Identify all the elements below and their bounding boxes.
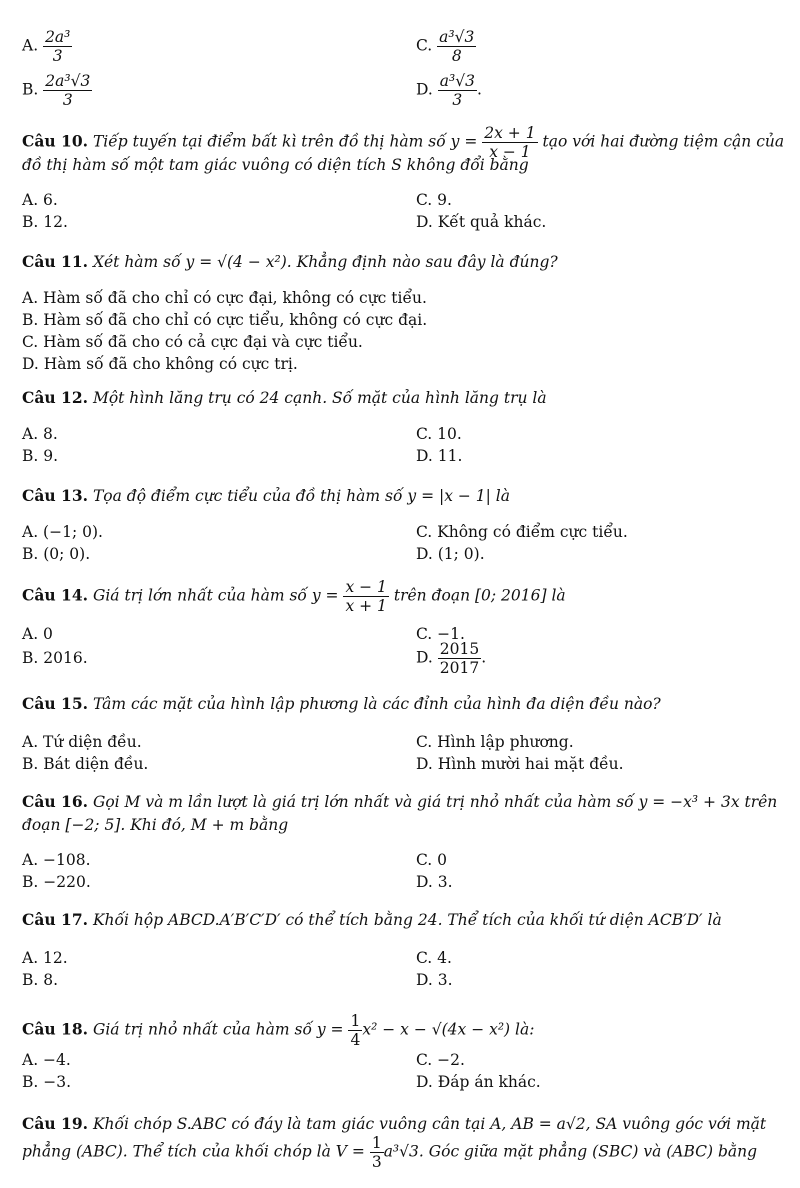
option-d[interactable]: D. 3.	[416, 971, 453, 989]
option-a[interactable]: A. 8.	[22, 425, 58, 443]
option-d[interactable]: D. $\frac{2015}{2017}$ .	[416, 640, 487, 677]
question-14: Câu 14. Giá trị lớn nhất của hàm số y = $\frac{x - 1}{x + 1}$ trên đoạn [0; 2016] là	[22, 578, 566, 615]
option-d[interactable]: D. $\frac{\text{a³√3}}{3}$ .	[416, 72, 482, 109]
question-label: Câu 10.	[22, 131, 89, 151]
question-19-line-2: phẳng (ABC). Thể tích của khối chóp là V = $\frac{1}{3}$ a³√3. Góc giữa mặt phẳng (SBC) và (ABC) bằng	[22, 1134, 758, 1171]
option-d[interactable]: D. Kết quả khác.	[416, 213, 547, 231]
question-label: Câu 19.	[22, 1114, 89, 1133]
option-b[interactable]: B. Bát diện đều.	[22, 755, 149, 773]
option-c[interactable]: C. −1.	[416, 625, 465, 643]
option-label: A.	[22, 36, 39, 55]
option-c[interactable]: C. 0	[416, 851, 448, 869]
option-c[interactable]: C. 9.	[416, 191, 452, 209]
question-11: Câu 11. Xét hàm số y = √(4 − x²). Khẳng định nào sau đây là đúng?	[22, 252, 558, 271]
question-label: Câu 13.	[22, 486, 89, 505]
question-17: Câu 17. Khối hộp ABCD.A′B′C′D′ có thể tích bằng 24. Thể tích của khối tứ diện ACB′D′ là	[22, 910, 722, 929]
option-label: B.	[22, 80, 39, 99]
option-a[interactable]: A. −108.	[22, 851, 91, 869]
option-c[interactable]: C. Hàm số đã cho có cả cực đại và cực tiểu.	[22, 333, 363, 351]
option-d[interactable]: D. Hình mười hai mặt đều.	[416, 755, 624, 773]
option-c[interactable]: C. 4.	[416, 949, 452, 967]
option-b[interactable]: B. 12.	[22, 213, 68, 231]
option-b[interactable]: B. (0; 0).	[22, 545, 91, 563]
fraction: $\frac{2x + 1}{x - 1}$	[484, 124, 536, 161]
option-label: D.	[416, 648, 433, 667]
question-13: Câu 13. Tọa độ điểm cực tiểu của đồ thị hàm số y = |x − 1| là	[22, 486, 510, 505]
option-b[interactable]: B. 9.	[22, 447, 59, 465]
option-c[interactable]: C. Hình lập phương.	[416, 733, 574, 751]
question-label: Câu 16.	[22, 792, 89, 811]
option-a[interactable]: A. 0	[22, 625, 53, 643]
option-b[interactable]: B. −220.	[22, 873, 91, 891]
option-d[interactable]: D. (1; 0).	[416, 545, 485, 563]
fraction: $\frac{\text{a³√3}}{3}$	[439, 72, 475, 109]
option-c[interactable]: C. Không có điểm cực tiểu.	[416, 523, 628, 541]
fraction: $\frac{\text{a³√3}}{8}$	[439, 28, 475, 65]
option-d[interactable]: D. 11.	[416, 447, 463, 465]
question-label: Câu 14.	[22, 585, 89, 605]
question-16-line-2: đoạn [−2; 5]. Khi đó, M + m bằng	[22, 816, 289, 834]
question-18: Câu 18. Giá trị nhỏ nhất của hàm số y = $\frac{1}{4}$ x² − x − √(4x − x²) là:	[22, 1012, 535, 1049]
fraction: $\frac{1}{3}$	[371, 1134, 382, 1171]
option-a[interactable]: A. 12.	[22, 949, 68, 967]
question-label: Câu 18.	[22, 1019, 89, 1039]
fraction: $\frac{1}{4}$	[350, 1012, 361, 1049]
option-a[interactable]: A. Hàm số đã cho chỉ có cực đại, không có cực tiểu.	[22, 289, 427, 307]
question-label: Câu 12.	[22, 388, 89, 407]
question-label: Câu 15.	[22, 694, 89, 713]
option-a[interactable]: A. Tứ diện đều.	[22, 733, 142, 751]
question-label: Câu 11.	[22, 252, 89, 271]
option-b[interactable]: B. −3.	[22, 1073, 72, 1091]
option-c[interactable]: C. 10.	[416, 425, 462, 443]
option-b[interactable]: B. Hàm số đã cho chỉ có cực tiểu, không có cực đại.	[22, 311, 428, 329]
option-c[interactable]	[416, 28, 476, 65]
fraction: $\frac{2015}{2017}$	[439, 640, 480, 677]
question-19: Câu 19. Khối chóp S.ABC có đáy là tam giác vuông cân tại A, AB = a√2, SA vuông góc với mặt	[22, 1114, 767, 1133]
question-15: Câu 15. Tâm các mặt của hình lập phương là các đỉnh của hình đa diện đều nào?	[22, 694, 661, 713]
question-16: Câu 16. Gọi M và m lần lượt là giá trị lớn nhất và giá trị nhỏ nhất của hàm số y = −x³ + 3x trên	[22, 792, 778, 811]
fraction: $\frac{x - 1}{x + 1}$	[345, 578, 387, 615]
option-b[interactable]	[22, 72, 92, 109]
question-10-line-2: đồ thị hàm số một tam giác vuông có diện tích S không đổi bằng	[22, 156, 529, 174]
option-d[interactable]: D. 3.	[416, 873, 453, 891]
question-10: Câu 10. Tiếp tuyến tại điểm bất kì trên đồ thị hàm số y = $\frac{2x + 1}{x - 1}$ tạo với hai đường tiệm cận của	[22, 124, 785, 161]
option-a[interactable]: A. 6.	[22, 191, 58, 209]
option-d[interactable]: D. Đáp án khác.	[416, 1073, 541, 1091]
fraction: $\frac{\text{2a³√3}}{3}$	[45, 72, 91, 109]
option-label: C.	[416, 36, 433, 55]
option-b[interactable]: B. 2016.	[22, 649, 88, 667]
option-c[interactable]: C. −2.	[416, 1051, 465, 1069]
option-a[interactable]: A. −4.	[22, 1051, 71, 1069]
option-b[interactable]: B. 8.	[22, 971, 59, 989]
question-label: Câu 17.	[22, 910, 89, 929]
option-a[interactable]: A. (−1; 0).	[22, 523, 103, 541]
option-a[interactable]	[22, 28, 72, 65]
fraction: $\frac{\text{2a³}}{3}$	[45, 28, 71, 65]
question-12: Câu 12. Một hình lăng trụ có 24 cạnh. Số mặt của hình lăng trụ là	[22, 388, 547, 407]
option-label: D.	[416, 80, 433, 99]
option-d[interactable]: D. Hàm số đã cho không có cực trị.	[22, 355, 298, 373]
